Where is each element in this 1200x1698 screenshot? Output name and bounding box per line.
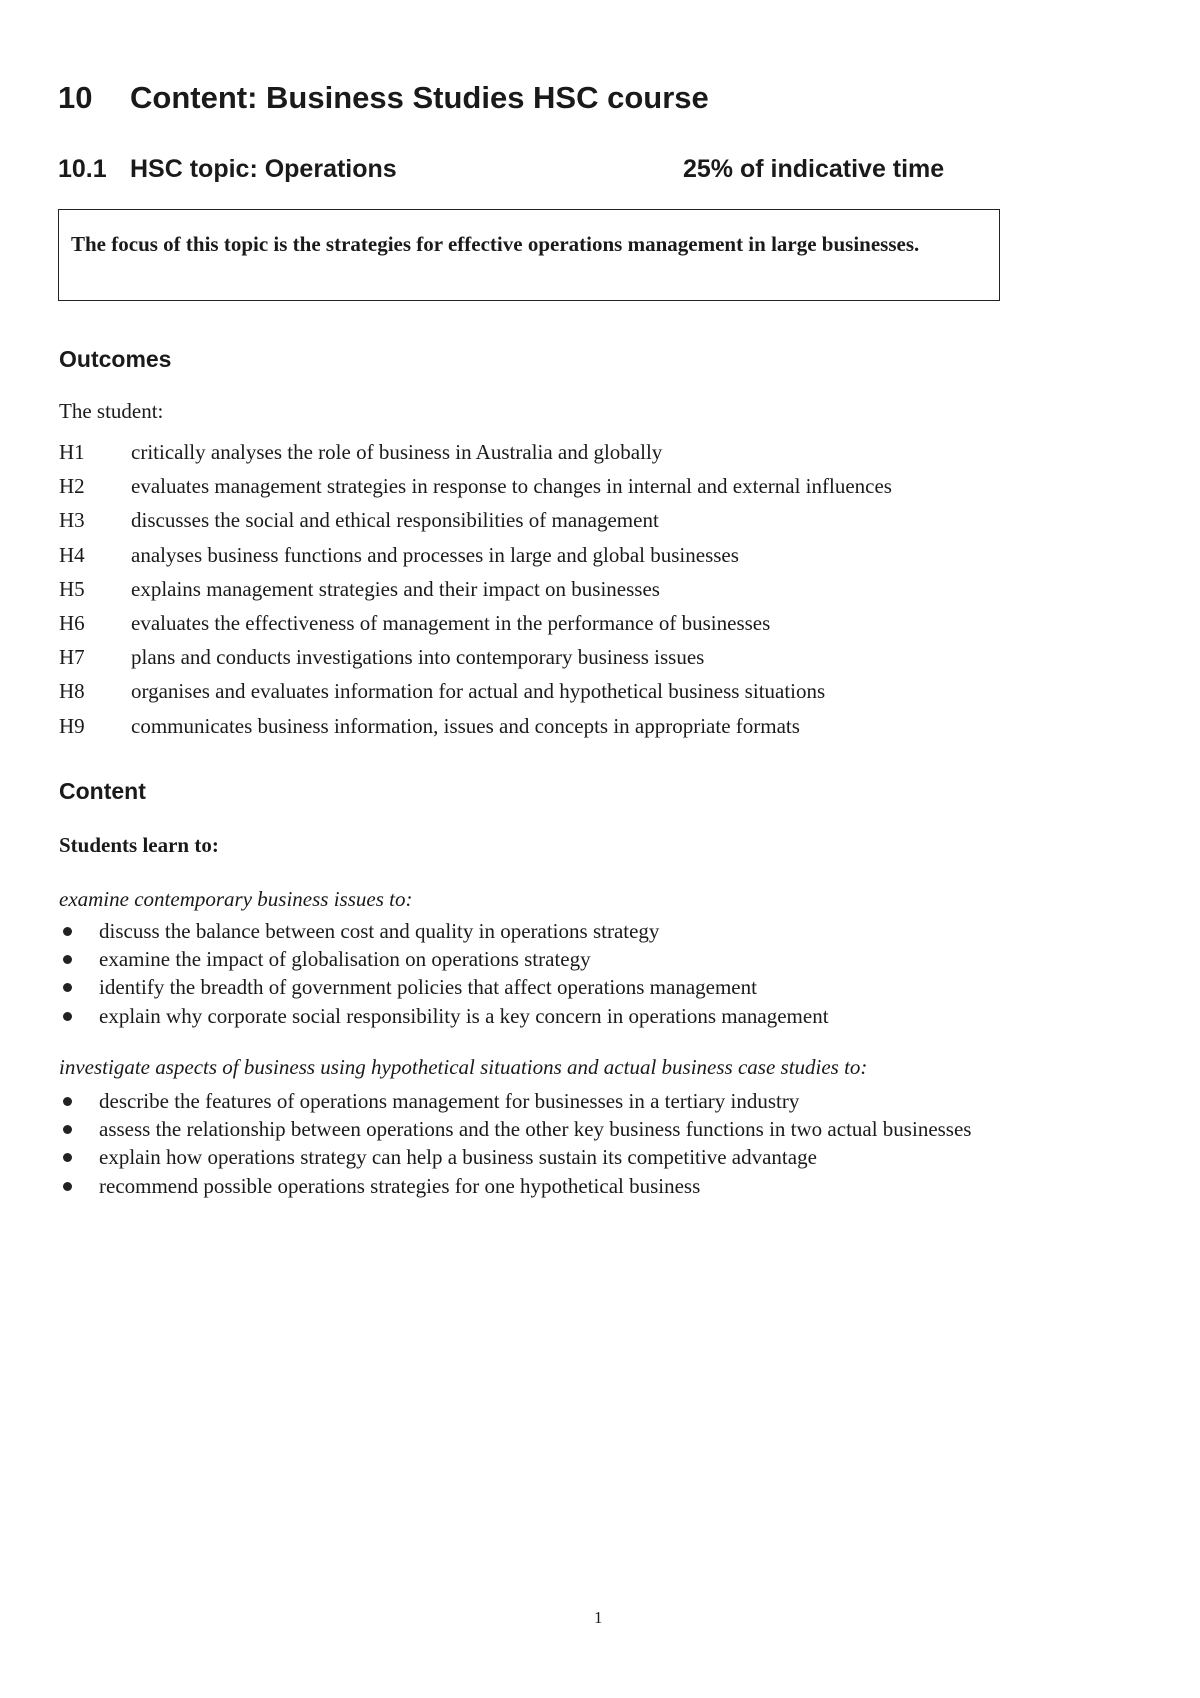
outcome-code: H1 <box>59 440 85 464</box>
list-item <box>59 1144 971 1172</box>
outcome-code: H8 <box>59 679 85 704</box>
section-title: Content: Business Studies HSC course <box>130 80 709 115</box>
bullet-icon <box>63 1153 72 1162</box>
outcome-item <box>59 437 892 471</box>
outcome-code: H5 <box>59 576 85 601</box>
outcome-item <box>59 642 892 676</box>
bullet-icon <box>63 1125 72 1134</box>
bullet-icon <box>63 955 72 964</box>
list-item-text: describe the features of operations management for businesses in a tertiary industry <box>99 1088 800 1113</box>
outcome-text: critically analyses the role of business in Australia and globally <box>131 440 663 464</box>
list-item-text: identify the breadth of government policies that affect operations management <box>99 975 757 1000</box>
outcome-text: discusses the social and ethical responsibilities of management <box>131 508 659 533</box>
outcomes-intro: The student: <box>59 399 164 423</box>
bullet-icon <box>63 1012 72 1021</box>
outcome-item <box>59 676 892 710</box>
list-item-text: discuss the balance between cost and quality in operations strategy <box>99 918 660 943</box>
group-label-examine: examine contemporary business issues to: <box>59 887 413 911</box>
outcome-code: H2 <box>59 474 85 499</box>
outcome-text: evaluates management strategies in response to changes in internal and external influences <box>131 474 892 499</box>
outcome-code: H6 <box>59 610 85 635</box>
outcome-item <box>59 540 892 574</box>
bullet-icon <box>63 983 72 992</box>
focus-text: The focus of this topic is the strategies for effective operations management in large businesses. <box>71 232 920 256</box>
list-item-text: examine the impact of globalisation on operations strategy <box>99 946 591 971</box>
bullet-icon <box>63 1097 72 1106</box>
list-item <box>59 945 829 973</box>
section-number: 10 <box>58 80 93 115</box>
list-item <box>59 917 829 945</box>
content-heading: Content <box>59 778 146 804</box>
page-number: 1 <box>594 1608 603 1627</box>
list-item <box>59 974 829 1002</box>
outcome-code: H9 <box>59 713 85 738</box>
outcome-text: communicates business information, issues and concepts in appropriate formats <box>131 713 800 738</box>
outcome-text: explains management strategies and their impact on businesses <box>131 576 660 601</box>
bullet-icon <box>63 927 72 936</box>
bullet-icon <box>63 1182 72 1191</box>
outcome-text: analyses business functions and processes in large and global businesses <box>131 542 739 567</box>
outcome-text: plans and conducts investigations into contemporary business issues <box>131 645 705 670</box>
list-item <box>59 1087 971 1115</box>
outcomes-list <box>59 437 892 745</box>
outcome-code: H7 <box>59 645 85 670</box>
list-item <box>59 1172 971 1200</box>
outcome-code: H3 <box>59 508 85 533</box>
indicative-time: 25% of indicative time <box>683 155 945 183</box>
bullet-list-investigate <box>59 1087 971 1200</box>
outcome-text: organises and evaluates information for actual and hypothetical business situations <box>131 679 826 704</box>
list-item <box>59 1002 829 1030</box>
list-item-text: assess the relationship between operations and the other key business functions in two actual businesses <box>99 1116 972 1141</box>
outcome-item <box>59 471 892 505</box>
list-item-text: explain how operations strategy can help a business sustain its competitive advantage <box>99 1145 817 1170</box>
bullet-list-examine <box>59 917 829 1030</box>
focus-box <box>58 209 1000 301</box>
list-item-text: recommend possible operations strategies for one hypothetical business <box>99 1173 701 1198</box>
outcomes-heading: Outcomes <box>59 346 172 372</box>
outcome-item <box>59 608 892 642</box>
subsection-number: 10.1 <box>58 155 107 183</box>
subsection-title: HSC topic: Operations <box>130 155 397 183</box>
outcome-code: H4 <box>59 542 85 567</box>
outcome-item <box>59 574 892 608</box>
list-item <box>59 1115 971 1143</box>
group-label-investigate: investigate aspects of business using hypothetical situations and actual business case studies to: <box>59 1055 868 1079</box>
students-learn-label: Students learn to: <box>59 833 219 857</box>
outcome-item <box>59 711 892 745</box>
outcome-item <box>59 505 892 539</box>
list-item-text: explain why corporate social responsibility is a key concern in operations management <box>99 1003 829 1028</box>
outcome-text: evaluates the effectiveness of management in the performance of businesses <box>131 610 771 635</box>
